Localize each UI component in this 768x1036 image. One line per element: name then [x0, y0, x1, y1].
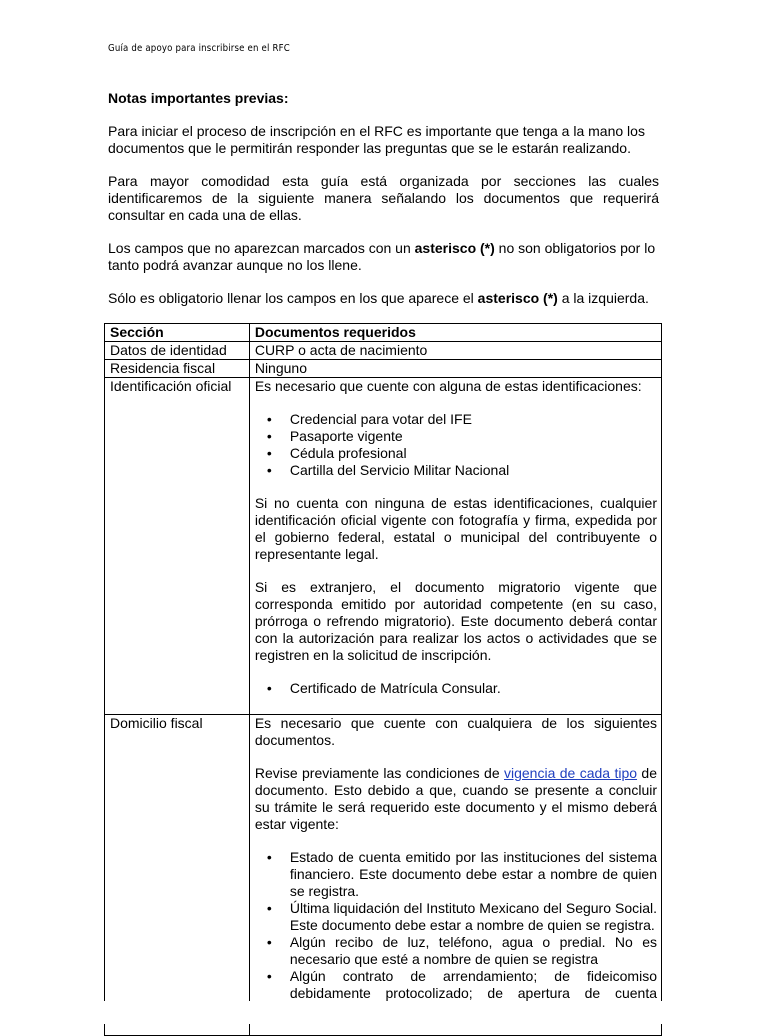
row-section: Residencia fiscal [105, 360, 250, 378]
notes-paragraph-3 [108, 240, 659, 274]
header-documents: Documentos requeridos [249, 324, 661, 342]
id-paragraph-2: Si no cuenta con ninguna de estas identificaciones, cualquier identificación oficial vigente con fotografía y firma, expedida por el gobierno federal, estatal o municipal del contribuyente o representante legal. [254, 495, 657, 562]
domicile-paragraph-2 [255, 765, 657, 833]
table-header-row [105, 324, 662, 342]
document-body [108, 90, 659, 1036]
page-bottom-edge [0, 1001, 768, 1024]
list-item: • Certificado de Matrícula Consular. [290, 680, 657, 697]
list-item: • Cartilla del Servicio Militar Nacional [290, 462, 657, 479]
id-list-2 [255, 680, 657, 697]
row-documents [249, 715, 661, 1036]
notes-p4-before: Sólo es obligatorio llenar los campos en los que aparece el [108, 290, 478, 306]
id-intro: Es necesario que cuente con alguna de estas identificaciones: [254, 378, 642, 394]
asterisk-note-bold-2: asterisco (*) [477, 290, 558, 306]
domicile-p2-before: Revise previamente las condiciones de [254, 765, 504, 781]
header-section: Sección [105, 324, 250, 342]
row-documents: CURP o acta de nacimiento [249, 342, 661, 360]
table-row [105, 378, 662, 715]
table-row [105, 715, 662, 1036]
notes-paragraph-2: Para mayor comodidad esta guía está organizada por secciones las cuales identificaremos de la siguiente manera señalando los documentos que requerirá consultar en cada una de ellas. [108, 173, 659, 223]
id-list [255, 411, 657, 479]
notes-heading: Notas importantes previas: [108, 90, 289, 106]
list-item: • Credencial para votar del IFE [290, 411, 657, 428]
list-item: • Cédula profesional [290, 445, 657, 462]
list-item: • Pasaporte vigente [290, 428, 657, 445]
list-item: • Algún contrato de arrendamiento; de fideicomiso debidamente protocolizado; de apertura de cuenta [290, 968, 657, 1019]
list-item: • Estado de cuenta emitido por las instituciones del sistema financiero. Este documento debe estar a nombre de quien se registra. [290, 849, 657, 900]
list-item: • Última liquidación del Instituto Mexicano del Seguro Social. Este documento debe estar a nombre de quien se registra. [290, 900, 657, 934]
list-item: • Algún recibo de luz, teléfono, agua o predial. No es necesario que esté a nombre de quien se registra [290, 934, 657, 968]
notes-paragraph-4 [108, 290, 659, 307]
id-paragraph-3: Si es extranjero, el documento migratorio vigente que corresponda emitido por autoridad competente (en su caso, prórroga o refrendo migratorio). Este documento deberá contar con la autorización para realizar los actos o actividades que se registren en la solicitud de inscripción. [254, 579, 657, 663]
table-row [105, 342, 662, 360]
domicile-intro: Es necesario que cuente con cualquiera de los siguientes documentos. [254, 715, 657, 748]
documents-table [104, 323, 662, 1036]
notes-paragraph-1: Para iniciar el proceso de inscripción en el RFC es importante que tenga a la mano los documentos que le permitirán responder las preguntas que se le estarán realizando. [108, 123, 645, 156]
table-row [105, 360, 662, 378]
row-section: Datos de identidad [105, 342, 250, 360]
notes-p3-before: Los campos que no aparezcan marcados con un [108, 240, 415, 256]
asterisk-note-bold: asterisco (*) [414, 240, 495, 256]
page-header: Guía de apoyo para inscribirse en el RFC [108, 43, 290, 54]
notes-p4-after: a la izquierda. [557, 290, 649, 306]
row-documents: Ninguno [249, 360, 661, 378]
domicile-list [255, 849, 657, 1019]
row-section: Identificación oficial [105, 378, 250, 715]
notes-p3-after: no son obligatorios por lo tanto podrá avanzar aunque no los llene. [108, 240, 656, 273]
validity-link[interactable]: vigencia de cada tipo [504, 765, 638, 781]
row-section: Domicilio fiscal [105, 715, 250, 1036]
domicile-p2-after: de documento. Esto debido a que, cuando se presente a concluir su trámite le será requerido este documento y el mismo deberá estar vigente: [254, 765, 657, 832]
row-documents [249, 378, 661, 715]
